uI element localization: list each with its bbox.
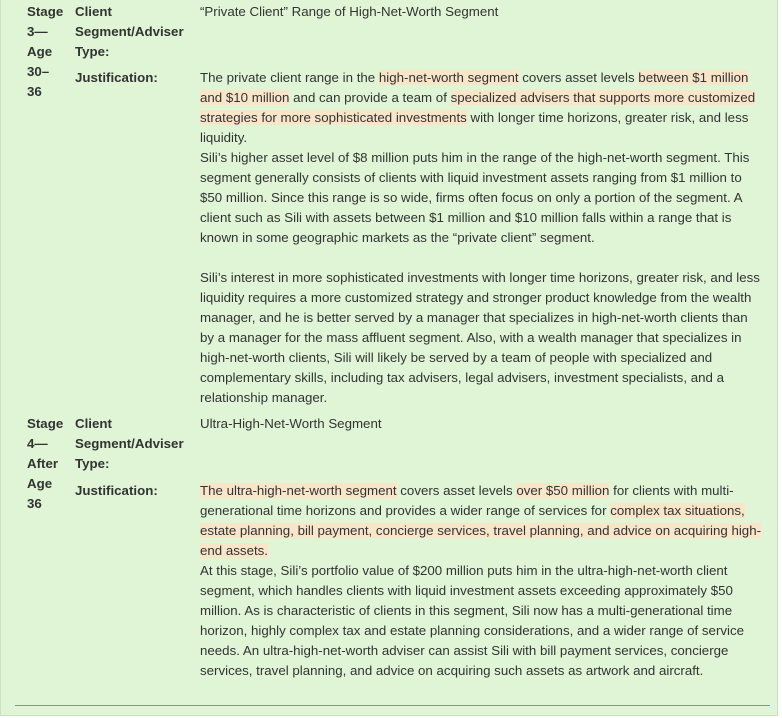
- stage-label-line: Age: [27, 44, 53, 59]
- segment-label-line: Client: [75, 4, 112, 19]
- highlighted-text: high-net-worth segment: [378, 70, 519, 85]
- stage-label-line: 30–: [27, 64, 50, 79]
- stage-label-line: 36: [27, 84, 42, 99]
- stage-3-justification-para-1: [200, 68, 762, 148]
- stage-label-line: Stage: [27, 416, 64, 431]
- stage-3-label: [27, 2, 71, 102]
- highlighted-text: over $50 million: [516, 483, 610, 498]
- text-run: The private client range in the: [200, 70, 379, 85]
- text-run: with longer time horizons, greater risk, and less liquidity.: [200, 110, 749, 145]
- highlighted-text: complex tax situations, estate planning, bill payment, concierge services, travel planning, and advice on acquiring high-end assets.: [200, 503, 762, 558]
- stage-label-line: After: [27, 456, 59, 471]
- segment-label-line: Type:: [75, 44, 110, 59]
- stage-3-justification-label: Justification:: [75, 70, 158, 85]
- segment-label-line: Segment/Adviser: [75, 436, 184, 451]
- text-run: covers asset levels: [396, 483, 517, 498]
- stage-label-line: 3—: [27, 24, 48, 39]
- stage-3-segment-label: [75, 2, 184, 62]
- stage-3-justification-para-2: Sili’s higher asset level of $8 million puts him in the range of the high-net-worth segment. This segment generally consists of clients with liquid investment assets ranging from $1 million to $50 million. Since this range is so wide, firms often focus on only a portion of the segment. A client such as Sili with assets between $1 million and $10 million falls within a range that is known in some geographic markets as the “private client” segment.: [200, 150, 750, 245]
- stage-label-line: Age: [27, 476, 53, 491]
- stage-3-justification-para-3: Sili’s interest in more sophisticated investments with longer time horizons, greater risk, and less liquidity requires a more customized strategy and stronger product knowledge from the wealth manager, and he is better served by a manager that specializes in high-net-worth clients than by a manager for the mass affluent segment. Also, with a wealth manager that specializes in high-net-worth clients, Sili will likely be served by a team of people with specialized and complementary skills, including tax advisers, legal advisers, investment specialists, and a relationship manager.: [200, 270, 760, 405]
- segment-label-line: Client: [75, 416, 112, 431]
- stage-3-segment-value: “Private Client” Range of High-Net-Worth Segment: [200, 4, 499, 19]
- highlighted-text: specialized advisers that supports more customized strategies for more sophisticated investments: [200, 90, 756, 125]
- segment-label-line: Segment/Adviser: [75, 24, 184, 39]
- segment-label-line: Type:: [75, 456, 110, 471]
- stage-4-justification-label: Justification:: [75, 483, 158, 498]
- text-run: for clients with multi-generational time horizons and provides a wider range of services for: [200, 483, 734, 518]
- text-run: covers asset levels: [518, 70, 639, 85]
- stage-4-justification-para-1: [200, 481, 762, 561]
- stage-4-label: [27, 414, 71, 514]
- stage-4-segment-value: Ultra-High-Net-Worth Segment: [200, 416, 382, 431]
- bottom-divider: [15, 705, 770, 706]
- stage-4-segment-label: [75, 414, 184, 474]
- highlighted-text: The ultra-high-net-worth segment: [200, 483, 397, 498]
- highlighted-text: between $1 million and $10 million: [200, 70, 749, 105]
- stage-label-line: 36: [27, 496, 42, 511]
- stage-label-line: Stage: [27, 4, 64, 19]
- stage-4-justification-para-2: At this stage, Sili’s portfolio value of $200 million puts him in the ultra-high-net-worth client segment, which handles clients with liquid investment assets exceeding approximately $50 million. As is characteristic of clients in this segment, Sili now has a multi-generational time horizon, highly complex tax and estate planning considerations, and a wider range of service needs. An ultra-high-net-worth adviser can assist Sili with bill payment services, concierge services, travel planning, and advice on acquiring such assets as artwork and aircraft.: [200, 563, 745, 678]
- stage-label-line: 4—: [27, 436, 48, 451]
- text-run: and can provide a team of: [289, 90, 451, 105]
